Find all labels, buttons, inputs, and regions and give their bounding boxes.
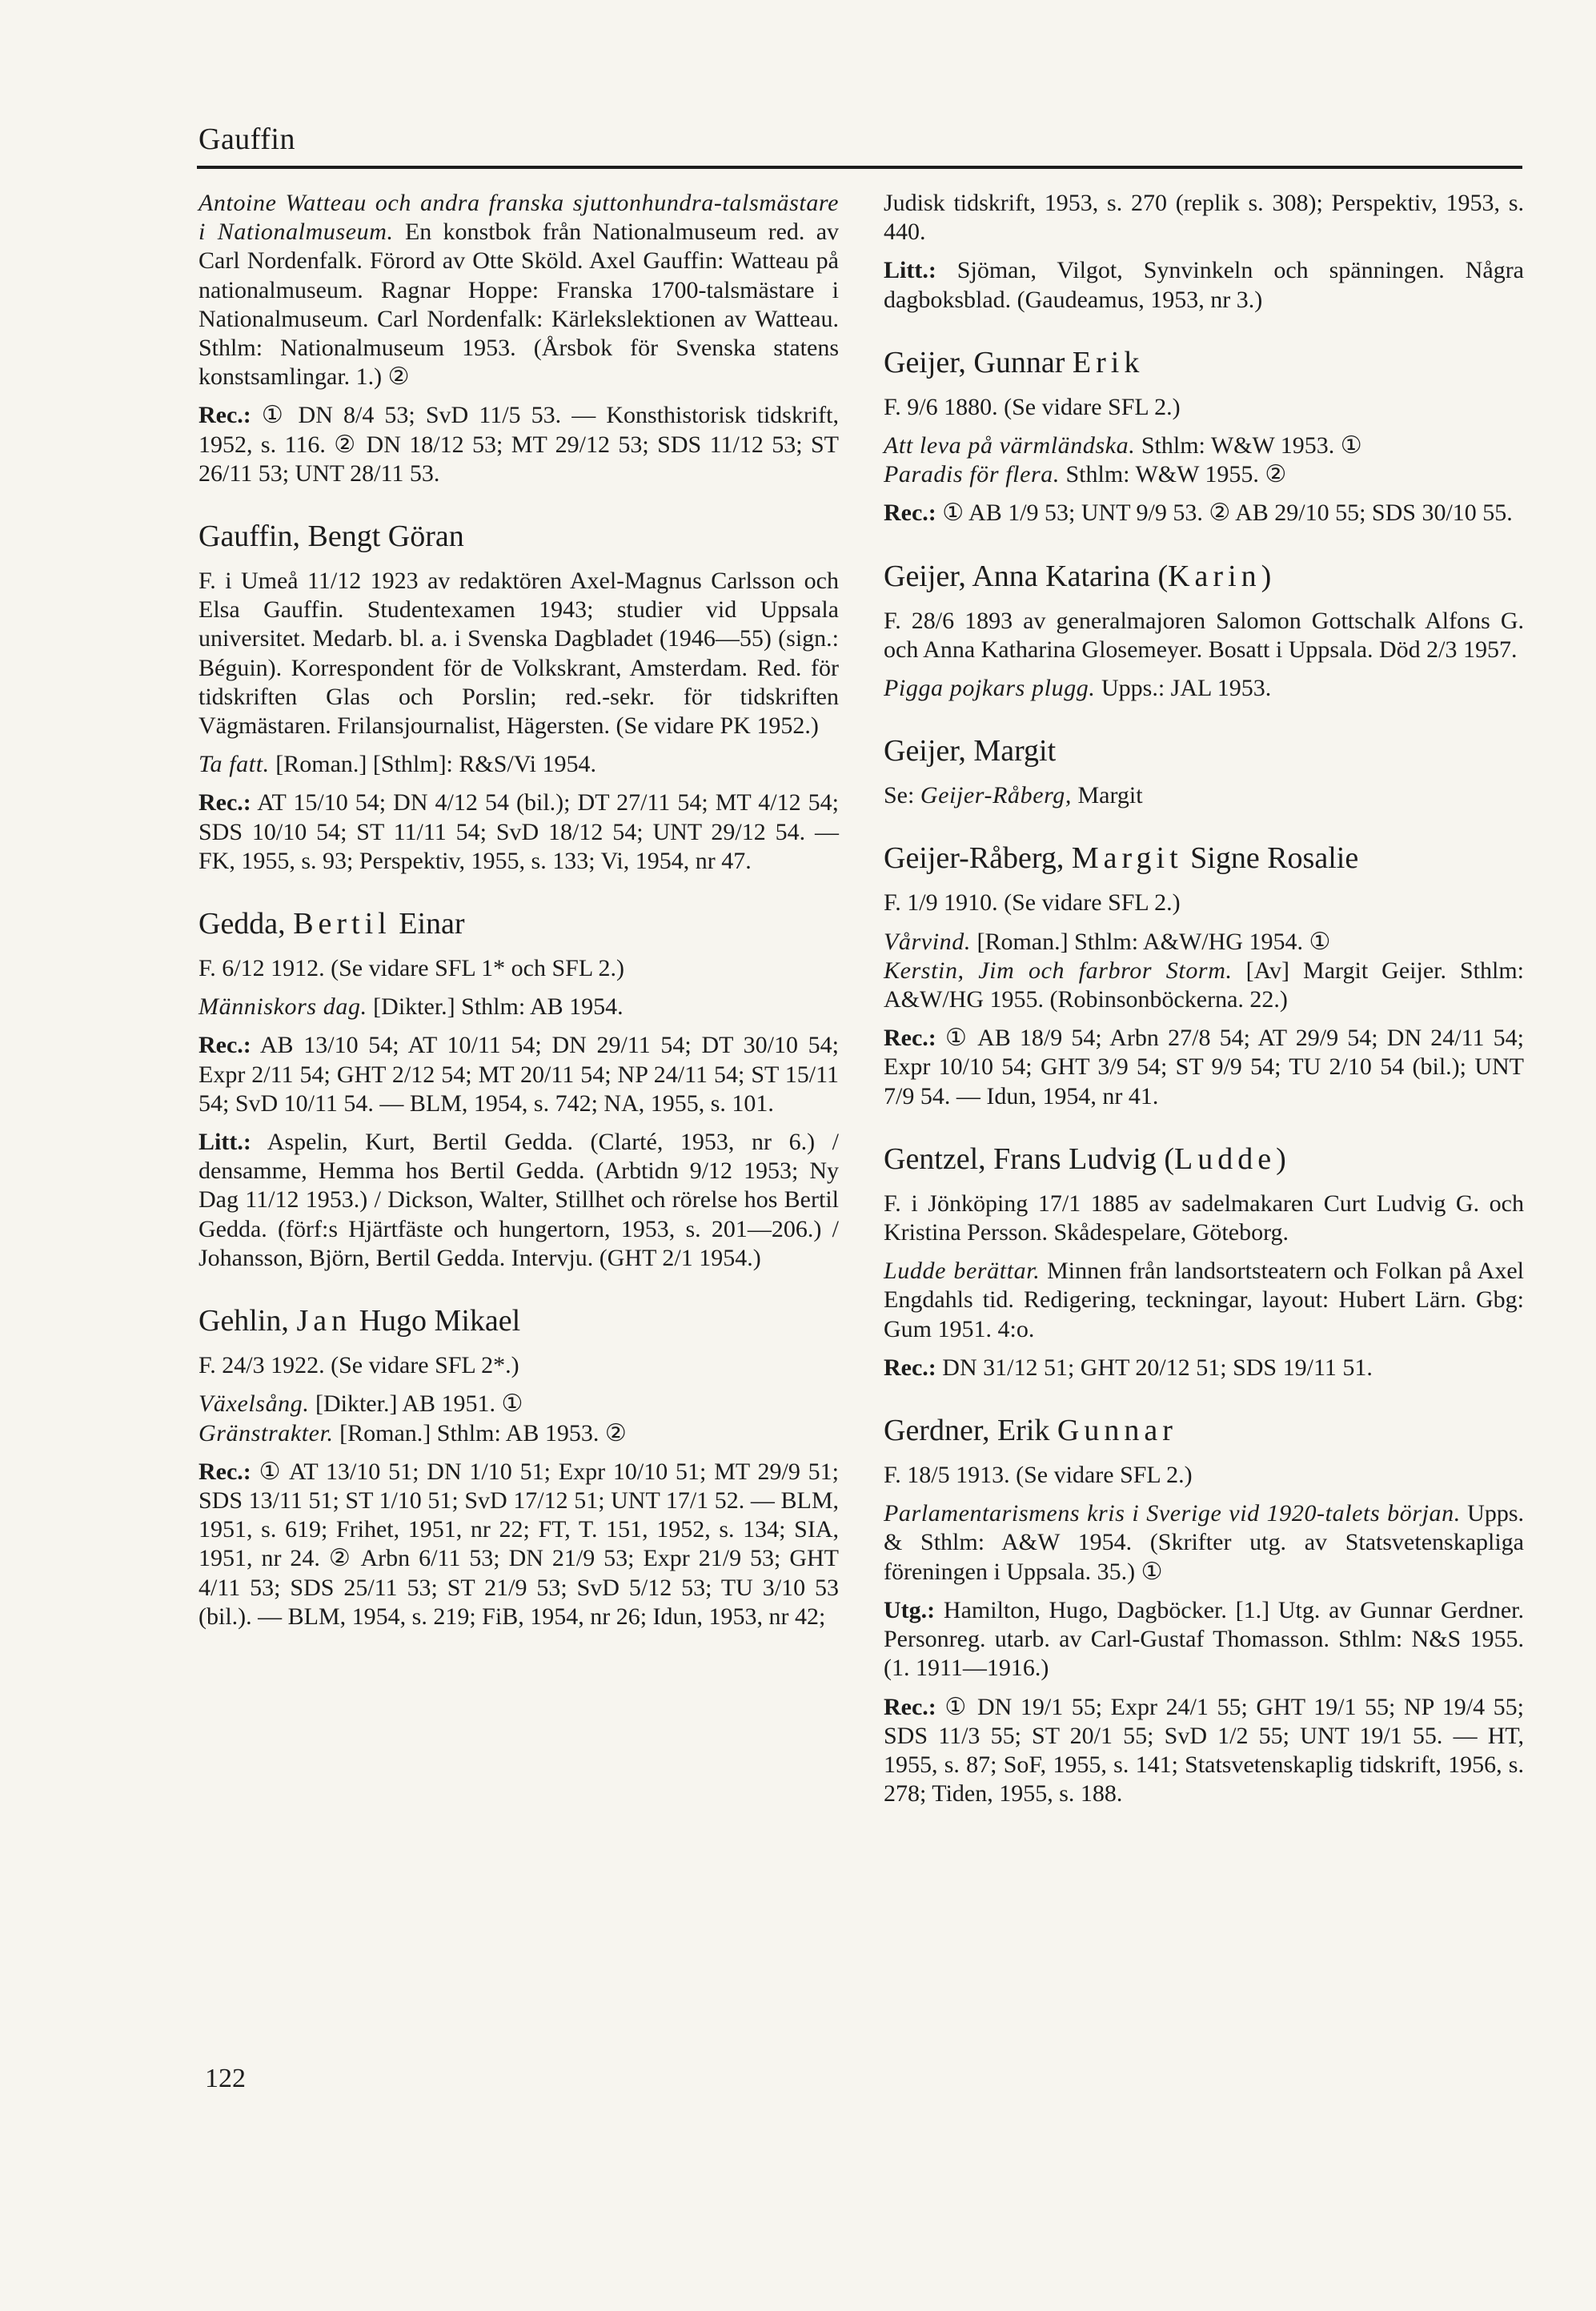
- entry-paragraph: [884, 1461, 1524, 1490]
- entry-paragraph: [198, 1419, 839, 1448]
- bibliography-entry: [884, 733, 1524, 810]
- entry-name-spaced: Karin: [1168, 559, 1261, 593]
- entry-name-spaced: Bertil: [293, 907, 391, 941]
- bibliography-entry: [884, 1141, 1524, 1382]
- entry-paragraph: [198, 993, 839, 1021]
- work-title: Gränstrakter.: [198, 1419, 334, 1446]
- entry-paragraph: [884, 1499, 1524, 1587]
- entry-paragraph: [884, 1257, 1524, 1344]
- entry-name-spaced: Gunnar: [1057, 1414, 1177, 1448]
- entry-name-part: Geijer, Gunnar: [884, 345, 1073, 379]
- paragraph-text: F. i Jönköping 17/1 1885 av sadelmakaren Curt Ludvig G. och Kristina Persson. Skådespelare, Göteborg.: [884, 1190, 1524, 1246]
- entry-paragraph: [198, 1031, 839, 1118]
- bibliography-entry: [884, 1413, 1524, 1808]
- bibliography-entry: [884, 841, 1524, 1110]
- entry-paragraph: [884, 1693, 1524, 1809]
- bibliography-entry: [884, 559, 1524, 704]
- entry-paragraph: [198, 189, 839, 391]
- paragraph-label: Rec.:: [198, 1458, 251, 1485]
- entry-heading: [884, 1141, 1524, 1177]
- entry-name-spaced: Margit: [1071, 841, 1183, 876]
- entry-paragraph: [884, 499, 1524, 528]
- paragraph-text: ① DN 8/4 53; SvD 11/5 53. — Konsthistorisk tidskrift, 1952, s. 116. ② DN 18/12 53; MT 29/12 53; SDS 11/12 53; ST 26/11 53; UNT 28/11 53.: [198, 402, 840, 487]
- entry-heading: [884, 841, 1524, 876]
- work-title: Paradis för flera.: [884, 461, 1060, 488]
- entry-name-part: Gehlin,: [198, 1304, 297, 1338]
- entry-heading: [884, 559, 1524, 594]
- paragraph-label: Rec.:: [198, 1032, 251, 1059]
- paragraph-text: [Roman.] Sthlm: AB 1953. ②: [339, 1419, 627, 1446]
- paragraph-text: ① AB 18/9 54; Arbn 27/8 54; AT 29/9 54; DN 24/11 54; Expr 10/10 54; GHT 3/9 54; ST 9/9 54; TU 2/10 54 (bil.); UNT 7/9 54. — Idun, 1954, nr 41.: [884, 1025, 1525, 1109]
- work-title: Ludde berättar.: [884, 1258, 1041, 1285]
- paragraph-text: F. 1/9 1910. (Se vidare SFL 2.): [884, 889, 1181, 917]
- paragraph-text: Hamilton, Hugo, Dagböcker. [1.] Utg. av Gunnar Gerdner. Personreg. utarb. av Carl-Gustaf Thomasson. Sthlm: N&S 1955. (1. 1911—1916.): [884, 1596, 1525, 1682]
- entry-heading: [884, 345, 1524, 380]
- paragraph-label: Litt.:: [198, 1129, 251, 1156]
- entry-name-part: Gentzel, Frans Ludvig (: [884, 1141, 1175, 1176]
- work-title: Ta fatt.: [198, 751, 270, 778]
- paragraph-label: Rec.:: [884, 500, 936, 527]
- paragraph-prefix: Se:: [884, 782, 915, 809]
- entry-paragraph: [884, 674, 1524, 703]
- running-head: Gauffin: [198, 122, 295, 156]
- entry-name-part: Signe Rosalie: [1182, 841, 1359, 876]
- entry-paragraph: [884, 1596, 1524, 1683]
- paragraph-text: ① AB 1/9 53; UNT 9/9 53. ② AB 29/10 55; SDS 30/10 55.: [942, 500, 1513, 527]
- paragraph-text: Sthlm: W&W 1953. ①: [1141, 432, 1362, 459]
- paragraph-text: F. 9/6 1880. (Se vidare SFL 2.): [884, 393, 1181, 420]
- entry-name-part: Geijer, Anna Katarina (: [884, 559, 1169, 593]
- entry-paragraph: [884, 1190, 1524, 1247]
- bibliography-entry: [198, 906, 839, 1273]
- paragraph-text: F. 24/3 1922. (Se vidare SFL 2*.): [198, 1352, 519, 1379]
- paragraph-label: Rec.:: [884, 1693, 936, 1720]
- paragraph-text: F. 18/5 1913. (Se vidare SFL 2.): [884, 1462, 1193, 1489]
- entry-paragraph: [198, 1128, 839, 1273]
- bibliography-entry: [884, 189, 1524, 315]
- entry-paragraph: [884, 889, 1524, 917]
- paragraph-text: Margit: [1077, 782, 1143, 809]
- paragraph-text: ① AT 13/10 51; DN 1/10 51; Expr 10/10 51; MT 29/9 51; SDS 13/11 51; ST 1/10 51; SvD 17/12 51; UNT 17/1 52. — BLM, 1951, s. 619; Frihet, 1951, nr 22; FT, T. 151, 1952, s. 134; SIA, 1951, nr 24. ② Arbn 6/11 53; DN 21/9 53; Expr 21/9 53; GHT 4/11 53; SDS 25/11 53; ST 21/9 53; SvD 5/12 53; TU 3/10 53 (bil.). — BLM, 1954, s. 219; FiB, 1954, nr 26; Idun, 1953, nr 42;: [198, 1458, 839, 1630]
- entry-name-part: Hugo Mikael: [351, 1304, 521, 1338]
- page-number: 122: [205, 2064, 246, 2093]
- paragraph-text: [Av] Margit Geijer. Sthlm: A&W/HG 1955. (Robinsonböckerna. 22.): [884, 957, 1525, 1013]
- paragraph-text: AB 13/10 54; AT 10/11 54; DN 29/11 54; DT 30/10 54; Expr 2/11 54; GHT 2/12 54; MT 20/11 54; NP 24/11 54; ST 15/11 54; SvD 10/11 54. — BLM, 1954, s. 742; NA, 1955, s. 101.: [198, 1032, 839, 1117]
- entry-heading: [884, 1413, 1524, 1448]
- work-title: Vårvind.: [884, 928, 971, 955]
- entry-paragraph: [884, 957, 1524, 1014]
- paragraph-label: Litt.:: [884, 257, 936, 284]
- paragraph-text: ① DN 19/1 55; Expr 24/1 55; GHT 19/1 55; NP 19/4 55; SDS 11/3 55; ST 20/1 55; SvD 1/2 55; UNT 19/1 55. — HT, 1955, s. 87; SoF, 1955, s. 141; Statsvetenskaplig tidskrift, 1956, s. 278; Tiden, 1955, s. 188.: [884, 1693, 1525, 1807]
- bibliography-entry: [884, 345, 1524, 528]
- left-column: [198, 186, 839, 1662]
- entry-paragraph: [884, 1354, 1524, 1382]
- entry-name-part: ): [1261, 559, 1272, 593]
- entry-paragraph: [198, 401, 839, 488]
- work-title: Antoine Watteau och andra franska sjuttonhundra-talsmästare i Nationalmuseum.: [198, 190, 839, 246]
- entry-name-part: Gauffin, Bengt Göran: [198, 520, 464, 554]
- bibliography-entry: [198, 1303, 839, 1631]
- paragraph-text: [Dikter.] Sthlm: AB 1954.: [373, 993, 624, 1021]
- work-title: Geijer-Råberg,: [920, 782, 1072, 809]
- entry-name-spaced: Jan: [296, 1304, 352, 1338]
- entry-name-part: Gerdner, Erik: [884, 1414, 1057, 1448]
- bibliography-entry: [198, 519, 839, 876]
- work-title: Människors dag.: [198, 993, 367, 1021]
- paragraph-text: AT 15/10 54; DN 4/12 54 (bil.); DT 27/11 54; MT 4/12 54; SDS 10/10 54; ST 11/11 54; SvD 18/12 54; UNT 29/12 54. — FK, 1955, s. 93; Perspektiv, 1955, s. 133; Vi, 1954, nr 47.: [198, 789, 839, 874]
- entry-paragraph: [884, 189, 1524, 247]
- paragraph-text: Sjöman, Vilgot, Synvinkeln och spänningen. Några dagboksblad. (Gaudeamus, 1953, nr 3.): [884, 257, 1524, 313]
- entry-heading: [884, 733, 1524, 768]
- entry-name-part: Geijer, Margit: [884, 734, 1057, 768]
- entry-paragraph: [884, 256, 1524, 314]
- entry-name-spaced: Ludde: [1174, 1141, 1277, 1176]
- entry-paragraph: [884, 431, 1524, 460]
- paragraph-label: Utg.:: [884, 1596, 936, 1623]
- paragraph-text: F. 6/12 1912. (Se vidare SFL 1* och SFL 2.): [198, 955, 625, 982]
- paragraph-text: Sthlm: W&W 1955. ②: [1065, 461, 1287, 488]
- paragraph-label: Rec.:: [198, 789, 251, 816]
- work-title: Att leva på värmländska.: [884, 432, 1136, 459]
- entry-paragraph: [884, 393, 1524, 422]
- paragraph-text: Aspelin, Kurt, Bertil Gedda. (Clarté, 1953, nr 6.) / densamme, Hemma hos Bertil Gedda. (Arbtidn 9/12 1953; Ny Dag 11/12 1953.) / Dickson, Walter, Stillhet och rörelse hos Bertil Gedda. (förf:s Hjärtfäste och hungertorn, 1953, s. 201—206.) / Johansson, Björn, Bertil Gedda. Intervju. (GHT 2/1 1954.): [198, 1129, 839, 1271]
- entry-name-part: ): [1276, 1141, 1286, 1176]
- paragraph-text: En konstbok från Nationalmuseum red. av Carl Nordenfalk. Förord av Otte Sköld. Axel Gauffin: Watteau på nationalmuseum. Ragnar Hoppe: Franska 1700-talsmästare i Nationalmuseum. Carl Nordenfalk: Kärlekslektionen av Watteau. Sthlm: Nationalmuseum 1953. (Årsbok för Svenska statens konstsamlingar. 1.) ②: [198, 219, 840, 391]
- entry-paragraph: [884, 1024, 1524, 1111]
- paragraph-text: [Roman.] Sthlm: A&W/HG 1954. ①: [976, 928, 1331, 955]
- entry-paragraph: [198, 1458, 839, 1631]
- paragraph-text: DN 31/12 51; GHT 20/12 51; SDS 19/11 51.: [942, 1354, 1373, 1381]
- entry-paragraph: [198, 750, 839, 779]
- entry-paragraph: [884, 460, 1524, 489]
- header-rule: [197, 166, 1522, 169]
- paragraph-text: F. 28/6 1893 av generalmajoren Salomon Gottschalk Alfons G. och Anna Katharina Glosemeyer. Bosatt i Uppsala. Död 2/3 1957.: [884, 607, 1524, 663]
- entry-heading: [198, 519, 839, 554]
- entry-paragraph: [198, 1351, 839, 1380]
- paragraph-text: Upps.: JAL 1953.: [1101, 675, 1272, 702]
- paragraph-text: Upps. & Sthlm: A&W 1954. (Skrifter utg. av Statsvetenskapliga föreningen i Uppsala. 35.) ①: [884, 1500, 1525, 1585]
- entry-name-spaced: Erik: [1072, 345, 1145, 379]
- entry-name-part: Gedda,: [198, 907, 294, 941]
- entry-paragraph: [884, 607, 1524, 664]
- paragraph-label: Rec.:: [884, 1354, 936, 1381]
- work-title: Kerstin, Jim och farbror Storm.: [884, 957, 1233, 984]
- entry-paragraph: [884, 928, 1524, 957]
- entry-paragraph: [198, 567, 839, 740]
- entry-paragraph: [884, 781, 1524, 810]
- entry-heading: [198, 906, 839, 941]
- work-title: Växelsång.: [198, 1390, 310, 1418]
- entry-paragraph: [198, 788, 839, 876]
- entry-paragraph: [198, 1390, 839, 1418]
- paragraph-label: Rec.:: [884, 1025, 936, 1052]
- paragraph-text: Minnen från landsortsteatern och Folkan på Axel Engdahls tid. Redigering, teckningar, layout: Hubert Lärn. Gbg: Gum 1951. 4:o.: [884, 1258, 1524, 1342]
- work-title: Parlamentarismens kris i Sverige vid 1920-talets början.: [884, 1500, 1461, 1527]
- right-column: [884, 186, 1524, 1839]
- entry-paragraph: [198, 954, 839, 983]
- entry-heading: [198, 1303, 839, 1338]
- entry-name-part: Geijer-Råberg,: [884, 841, 1072, 876]
- paragraph-text: Judisk tidskrift, 1953, s. 270 (replik s. 308); Perspektiv, 1953, s. 440.: [884, 190, 1524, 246]
- entry-name-part: Einar: [391, 907, 465, 941]
- paragraph-label: Rec.:: [198, 402, 251, 429]
- work-title: Pigga pojkars plugg.: [884, 675, 1096, 702]
- paragraph-text: [Roman.] [Sthlm]: R&S/Vi 1954.: [275, 751, 596, 778]
- bibliography-entry: [198, 189, 839, 488]
- paragraph-text: F. i Umeå 11/12 1923 av redaktören Axel-Magnus Carlsson och Elsa Gauffin. Studentexamen 1943; studier vid Uppsala universitet. Medarb. bl. a. i Svenska Dagbladet (1946—55) (sign.: Béguin). Korrespondent för de Volkskrant, Amsterdam. Red. för tidskriften Glas och Porslin; red.-sekr. för tidskriften Vägmästaren. Frilansjournalist, Hägersten. (Se vidare PK 1952.): [198, 568, 839, 740]
- paragraph-text: [Dikter.] AB 1951. ①: [315, 1390, 523, 1418]
